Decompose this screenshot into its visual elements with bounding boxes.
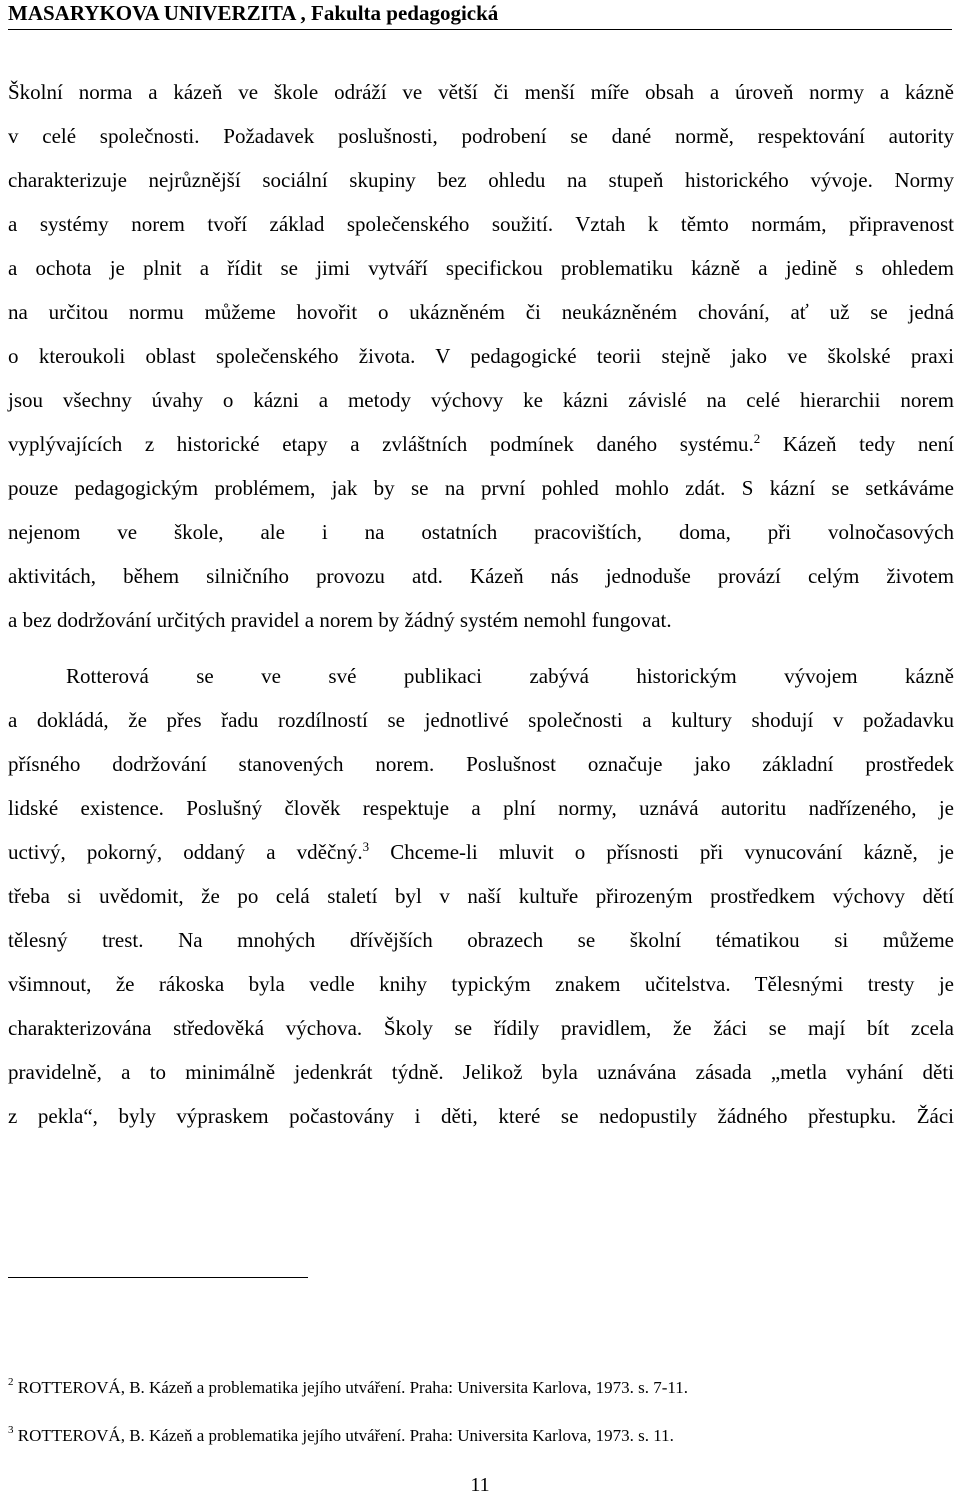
line-text: Chceme-li mluvit o přísnosti při vynucování kázně, je [369, 840, 954, 864]
text-line: všimnout, že rákoska byla vedle knihy typickým znakem učitelstva. Tělesnými tresty je [8, 972, 954, 996]
footnote-number: 3 [8, 1424, 14, 1436]
text-line: pouze pedagogickým problémem, jak by se na první pohled mohlo zdát. S kázní se setkáváme [8, 476, 954, 500]
footnote-3 [8, 1420, 954, 1468]
text-line: Rotterová se ve své publikaci zabývá historickým vývojem kázně [66, 664, 954, 688]
footnote-separator [8, 1277, 308, 1278]
text-line: přísného dodržování stanovených norem. Poslušnost označuje jako základní prostředek [8, 752, 954, 776]
text-line: z pekla“, byly výpraskem počastovány i děti, které se nedopustily žádného přestupku. Žáci [8, 1104, 954, 1128]
footnote-reference[interactable]: 3 [362, 839, 370, 854]
text-line: a bez dodržování určitých pravidel a norem by žádný systém nemohl fungovat. [8, 608, 672, 632]
text-line: na určitou normu můžeme hovořit o ukázněném či neukázněném chování, ať už se jedná [8, 300, 954, 324]
text-line: nejenom ve škole, ale i na ostatních pracovištích, doma, při volnočasových [8, 520, 954, 544]
text-line [8, 422, 954, 466]
footnote-2 [8, 1372, 954, 1420]
main-text [8, 70, 954, 1138]
line-text: Kázeň tedy není [760, 432, 954, 456]
footnote-reference[interactable]: 2 [753, 431, 761, 446]
text-line: a dokládá, že přes řadu rozdílností se jednotlivé společnosti a kultury shodují v požadavku [8, 708, 954, 732]
paragraph-2 [8, 654, 954, 1138]
line-text: uctivý, pokorný, oddaný a vděčný. [8, 840, 363, 864]
text-line: lidské existence. Poslušný člověk respektuje a plní normy, uznává autoritu nadřízeného, je [8, 796, 954, 820]
page-number: 11 [470, 1474, 490, 1496]
text-line: třeba si uvědomit, že po celá staletí byl v naší kultuře přirozeným prostředkem výchovy dětí [8, 884, 954, 908]
text-line: tělesný trest. Na mnohých dřívějších obrazech se školní tématikou si můžeme [8, 928, 954, 952]
paragraph-1 [8, 70, 954, 642]
text-line: v celé společnosti. Požadavek poslušnosti, podrobení se dané normě, respektování autority [8, 124, 954, 148]
footnote-text: ROTTEROVÁ, B. Kázeň a problematika jejího utváření. Praha: Universita Karlova, 1973. s. 7-11. [13, 1378, 688, 1397]
footnote-number: 2 [8, 1376, 14, 1388]
text-line: pravidelně, a to minimálně jedenkrát týdně. Jelikož byla uznávána zásada „metla vyhání děti [8, 1060, 954, 1084]
text-line: charakterizuje nejrůznější sociální skupiny bez ohledu na stupeň historického vývoje. Normy [8, 168, 954, 192]
text-line: a systémy norem tvoří základ společenského soužití. Vztah k těmto normám, připravenost [8, 212, 954, 236]
line-text: vyplývajících z historické etapy a zvláštních podmínek daného systému. [8, 432, 754, 456]
text-line: charakterizována středověká výchova. Školy se řídily pravidlem, že žáci se mají bít zcela [8, 1016, 954, 1040]
text-line [8, 830, 954, 874]
text-line: jsou všechny úvahy o kázni a metody výchovy ke kázni závislé na celé hierarchii norem [8, 388, 954, 412]
text-line: aktivitách, během silničního provozu atd. Kázeň nás jednoduše provází celým životem [8, 564, 954, 588]
footnotes [8, 1372, 954, 1468]
footnote-text: ROTTEROVÁ, B. Kázeň a problematika jejího utváření. Praha: Universita Karlova, 1973. s. 11. [13, 1426, 674, 1445]
running-header: MASARYKOVA UNIVERZITA , Fakulta pedagogická [8, 0, 952, 30]
text-line: Školní norma a kázeň ve škole odráží ve větší či menší míře obsah a úroveň normy a kázně [8, 80, 954, 104]
text-line: o kteroukoli oblast společenského života. V pedagogické teorii stejně jako ve školské praxi [8, 344, 954, 368]
text-line: a ochota je plnit a řídit se jimi vytváří specifickou problematiku kázně a jedině s ohledem [8, 256, 954, 280]
